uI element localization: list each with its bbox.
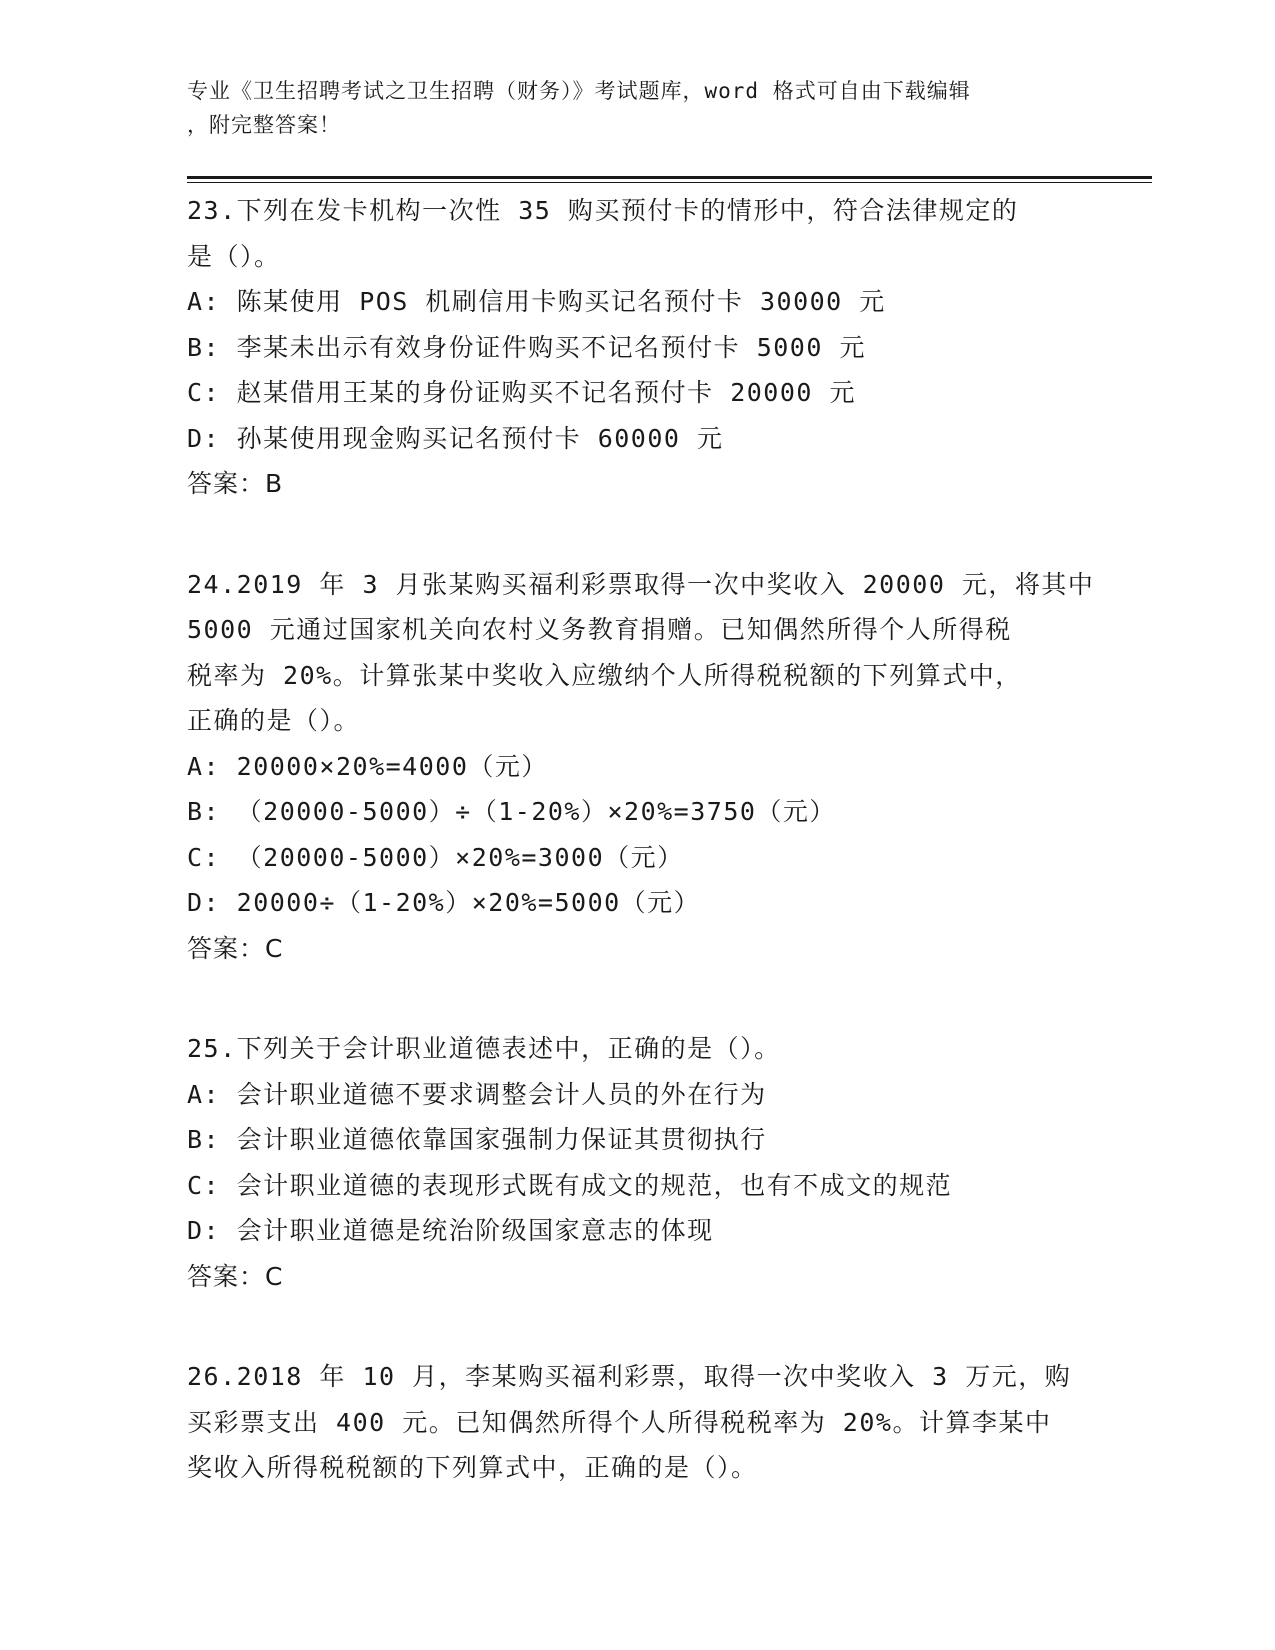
question-list	[187, 188, 1095, 1546]
option-c: C: 会计职业道德的表现形式既有成文的规范，也有不成文的规范	[187, 1170, 953, 1200]
option-d: D: 会计职业道德是统治阶级国家意志的体现	[187, 1216, 714, 1245]
question-stem: 5000 元通过国家机关向农村义务教育捐赠。已知偶然所得个人所得税	[187, 615, 1012, 644]
question-stem: 税率为 20%。计算张某中奖收入应缴纳个人所得税税额的下列算式中，	[187, 660, 1022, 690]
option-d: D: 孙某使用现金购买记名预付卡 60000 元	[187, 423, 724, 453]
question-stem: 26.2018 年 10 月，李某购买福利彩票，取得一次中奖收入 3 万元，购	[187, 1362, 1072, 1391]
header-divider-thick	[187, 176, 1152, 179]
header-line: 专业《卫生招聘考试之卫生招聘（财务）》考试题库，word 格式可自由下载编辑	[187, 79, 971, 103]
option-a: A: 20000×20%=4000（元）	[187, 751, 548, 781]
question-23	[187, 188, 1087, 507]
option-a: A: 陈某使用 POS 机刷信用卡购买记名预付卡 30000 元	[187, 287, 886, 316]
option-c: C: 赵某借用王某的身份证购买不记名预付卡 20000 元	[187, 378, 857, 407]
answer-label: 答案：B	[187, 469, 284, 498]
option-b: B: 会计职业道德依靠国家强制力保证其贯彻执行	[187, 1125, 767, 1154]
option-b: B: 李某未出示有效身份证件购买不记名预付卡 5000 元	[187, 332, 866, 362]
option-b: B: （20000-5000）÷（1-20%）×20%=3750（元）	[187, 797, 836, 826]
question-stem: 24.2019 年 3 月张某购买福利彩票取得一次中奖收入 20000 元，将其中	[187, 569, 1095, 599]
question-stem: 买彩票支出 400 元。已知偶然所得个人所得税税率为 20%。计算李某中	[187, 1407, 1052, 1437]
question-25	[187, 1026, 1087, 1299]
question-stem: 是（）。	[187, 241, 281, 271]
question-stem: 正确的是（）。	[187, 706, 361, 735]
question-stem: 奖收入所得税税额的下列算式中，正确的是（）。	[187, 1453, 758, 1482]
question-stem: 23.下列在发卡机构一次性 35 购买预付卡的情形中，符合法律规定的	[187, 196, 1019, 225]
question-stem: 25.下列关于会计职业道德表述中，正确的是（）。	[187, 1034, 781, 1063]
question-24	[187, 562, 1095, 972]
document-header	[187, 74, 1067, 142]
option-d: D: 20000÷（1-20%）×20%=5000（元）	[187, 888, 701, 917]
header-line: ，附完整答案！	[187, 113, 341, 137]
option-c: C: （20000-5000）×20%=3000（元）	[187, 842, 684, 872]
header-divider-thin	[187, 182, 1152, 183]
option-a: A: 会计职业道德不要求调整会计人员的外在行为	[187, 1079, 767, 1109]
answer-label: 答案：C	[187, 1261, 284, 1291]
answer-label: 答案：C	[187, 933, 284, 963]
question-26	[187, 1354, 1087, 1491]
